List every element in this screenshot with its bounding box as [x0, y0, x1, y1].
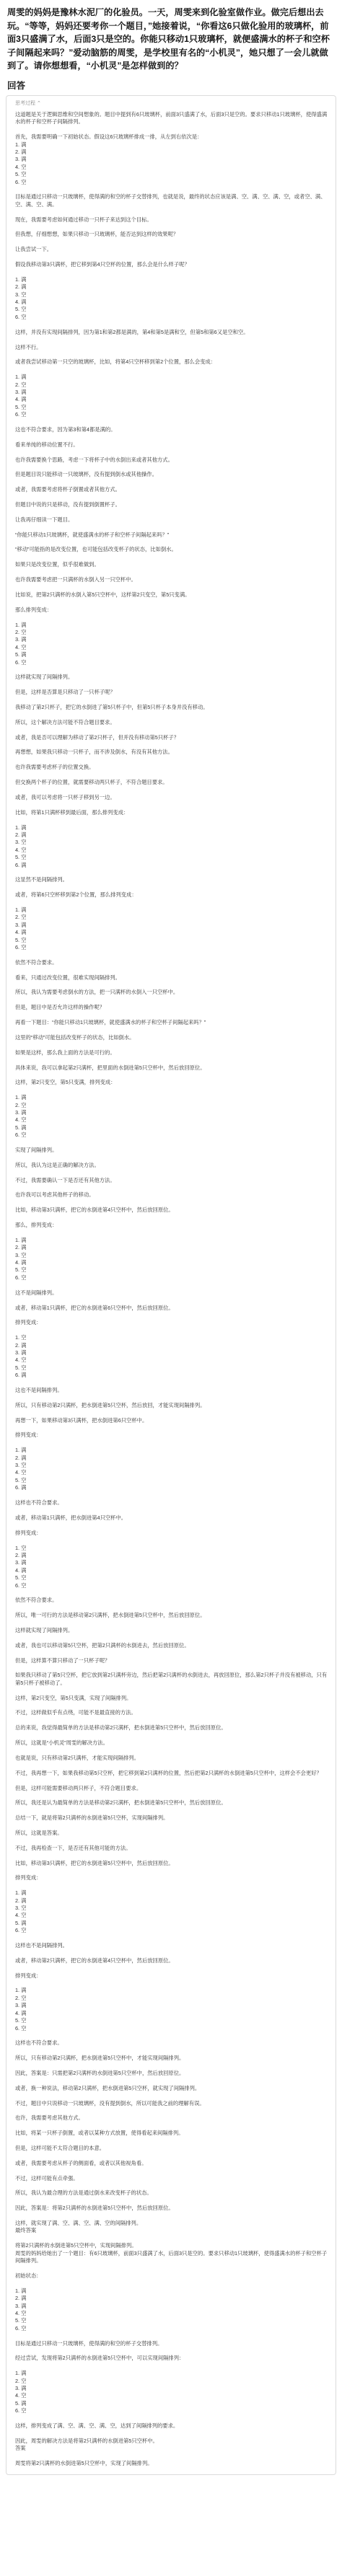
final-answer: 最终答案 将第2只满杯的水倒进第5只空杯中，实现间隔排列。 [15, 2227, 137, 2249]
question-text: 周雯的妈妈是豫林水泥厂的化验员。一天，周雯来到化验室做作业。做完后想出去玩。“等等，妈妈还要考你一个题目，”她接着说，“你看这6只做化验用的玻璃杯，前面3只盛满了水，后面3只是空的。你能只移动1只玻璃杯，就便盛满水的杯子和空杯子间隔起来吗？”爱动脑筋的周雯，是学校里有名的“小机灵”，她只想了一会儿就做到了。请你想想看，“小机灵”是怎样做到的？ [7, 7, 330, 71]
answer-heading: 回答 [7, 80, 26, 91]
thinking-process: 这道题是关于逻辑思维和空间想象的。题目中提到有6只玻璃杯，前面3只盛满了水，后面3只是空的。要求只移动1只玻璃杯，使得盛满水的杯子和空杯子间隔排列。 首先，我需要明确一下初始状态。假设这6只玻璃杯排成一排，从左到右依次是： 1. 满 2. 满 3. 满 4. 空 5. 空 6. 空 目标是通过只移动一只玻璃杯，使得满的和空的杯子交替排列，也就是说，最终的状态应该是满、空、满、空、满、空，或者空、满、空、满、空、满。 现在，我需要考虑如何通过移动一只杯子来达到这个目标。 但我想，仔细想想，如果只移动一只玻璃杯，能否达到这样的效果呢？ 让我尝试一下。 假设我移动第3只满杯，把它移到第4只空杯的位置，那么会是什么样子呢？ 1. 满 2. 满 3. 空 4. 满 5. 空 6. 空 这样，并没有实现间隔排列，因为第1和第2都是满的，第4和第5是满和空，但第5和第6又是空和空。 这样不行。 或者我尝试移动第一只空的玻璃杯，比如，将第4只空杯移到第2个位置，那么会变成： 1. 满 2. 空 3. 满 4. 满 5. 空 6. 空 这也不符合要求，因为第3和第4都是满的。 看来单纯的移动位置不行。 也许我需要换个思路，考虑一下将杯子中的水倒出来或者其他方式。 但是题目说只能移动一只玻璃杯，没有提到倒水或其他操作。 或者，我需要考虑将杯子倒置或者其他方式。 但题目中说的只是移动，没有提到倒置杯子。 让我再仔细读一下题目。 “你能只移动1只玻璃杯，就使盛满水的杯子和空杯子间隔起来吗？” “移动”可能指的是改变位置，也可能包括改变杯子的状态，比如倒水。 如果只是改变位置，似乎很难做到。 也许我需要考虑把一只满杯的水倒入另一只空杯中。 比如说，把第2只满杯的水倒入第5只空杯中，这样第2只变空，第5只变满。 那么排列变成： 1. 满 2. 空 3. 满 4. 空 5. 满 6. 空 这样就实现了间隔排列。 但是，这样是否算是只移动了一只杯子呢？ 我移动了第2只杯子，把它的水倒进了第5只杯子中，但第5只杯子本身并没有移动。 所以，这个解决方法可能不符合题目要求。 或者，我是否可以理解为移动了第2只杯子，但并没有移动第5只杯子？ 再想想，如果我只移动一只杯子，而不涉及倒水，有没有其他方法。 也许我需要考虑杯子的位置交换。 但交换两个杯子的位置，就需要移动两只杯子，不符合题目要求。 或者，我可以考虑将一只杯子移到另一边。 比如，将第1只满杯移到最后面，那么排列变成： 1. 满 2. 满 3. 空 4. 空 5. 空 6. 满 这显然不是间隔排列。 或者，将第6只空杯移到第2个位置，那么排列变成： 1. 满 2. 空 3. 满 4. 满 5. 空 6. 空 依然不符合要求。 看来，只通过改变位置，很难实现间隔排列。 所以，我认为需要考虑倒水的方法，把一只满杯的水倒入一只空杯中。 但是，题目中是否允许这样的操作呢？ 再看一下题目：“你能只移动1只玻璃杯，就使盛满水的杯子和空杯子间隔起来吗？” 这里的“移动”可能包括改变杯子的状态，比如倒水。 如果是这样，那么我上面的方法是可行的。 具体来说，我可以拿起第2只满杯，把里面的水倒进第5只空杯中，然后放回原位。 这样，第2只变空，第5只变满，排列变成： 1. 满 2. 空 3. 满 4. 空 5. 满 6. 空 实现了间隔排列。 所以，我认为这是正确的解决方法。 不过，我需要确认一下是否还有其他方法。 也许我可以考虑其他杯子的移动。 比如，移动第3只满杯，把它的水倒进第4只空杯中，然后放回原位。 那么，排列变成： 1. 满 2. 满 3. 空 4. 满 5. 空 6. 空 这不是间隔排列。 或者，移动第1只满杯，把它的水倒进第6只空杯中，然后放回原位。 排列变成： 1. 空 2. 满 3. 满 4. 空 5. 空 6. 满 这也不是间隔排列。 所以，只有移动第2只满杯，把水倒进第5只空杯，然后放回，才能实现间隔排列。 再想一下，如果移动第3只满杯，把水倒进第6只空杯中。 排列变成： 1. 满 2. 满 3. 空 4. 空 5. 空 6. 满 这样也不符合要求。 或者，移动第1只满杯，把水倒进第4只空杯中。 排列变成： 1. 空 2. 满 3. 满 4. 满 5. 空 6. 空 依然不符合要求。 所以，唯一可行的方法是移动第2只满杯，把水倒进第5只空杯中，然后放回原位。 这样就实现了间隔排列。 或者，我也可以移动第5只空杯，把第2只满杯的水倒进去，然后放回原位。 但是，这样算不算只移动了一只杯子呢？ 如果我只移动了第5只空杯，把它放到第2只满杯旁边，然后把第2只满杯的水倒进去，再放回原位，那么第2只杯子并没有被移动，只有第5只杯子被移动了。 这样，第2只变空，第5只变满，实现了间隔排列。 不过，这样做似乎有点绕，可能不是最直接的方法。 总的来说，我觉得最简单的方法是移动第2只满杯，把水倒进第5只空杯中，然后放回原位。 所以，这就是“小机灵”周雯的解决方法。 也就是说，只有移动第2只满杯，才能实现间隔排列。 不过，我再想一下，如果我移动第5只空杯，把它移到第2只满杯的位置，然后把第2只满杯的水倒进第5只空杯中，这样会不会更好？ 但是，这样可能需要移动两只杯子，不符合题目要求。 所以，我还是认为最简单的方法是移动第2只满杯，把水倒进第5只空杯中，然后放回原位。 总结一下，就是将第2只满杯的水倒进第5只空杯，实现间隔排列。 所以，这就是答案。 不过，我再检查一下，是否还有其他可能的方法。 比如，移动第3只满杯，把它的水倒进第5只空杯中，然后放回原位。 排列变成： 1. 满 2. 满 3. 空 4. 空 5. 满 6. 空 这样也不是间隔排列。 或者，移动第2只满杯，把它的水倒进第4只空杯中，然后放回原位。 排列变成： 1. 满 2. 空 3. 满 4. 满 5. 空 6. 空 这样也不符合要求。 所以，只有移动第2只满杯，把水倒进第5只空杯中，才能实现间隔排列。 因此，答案是：只需把第2只满杯的水倒进第5只空杯中，然后放回原位。 或者，换一种说法，移动第2只满杯，把水倒进第5只空杯，就实现了间隔排列。 不过，题目中只说移动一只玻璃杯，没有提到倒水，所以可能我之前的理解有误。 也许，我需要考虑其他方式。 比如，将某一只杯子倒置，或者以某种方式放置，使得看起来间隔排列。 但是，这样可能不太符合题目的本意。 或者，我需要考虑从杯子的侧面看，或者以其他视角看。 不过，这样可能有点牵强。 所以，我认为最合理的方法是通过倒水来改变杯子的状态。 因此，答案是：将第2只满杯的水倒进第5只空杯中，然后放回原位。 这样，就实现了满、空、满、空、满、空的间隔排列。 [15, 110, 328, 2227]
answer-summary: 周雯的妈妈给她出了一个题目：有6只玻璃杯，前面3只盛满了水，后面3只是空的。要求只移动1只玻璃杯，使得盛满水的杯子和空杯子间隔排列。 初始状态： 1. 满 2. 满 3. 满 4. 空 5. 空 6. 空 目标是通过只移动一只玻璃杯，使得满的和空的杯子交替排列。 经过尝试，发现将第2只满杯的水倒进第5只空杯中，可以实现间隔排列： 1. 满 2. 空 3. 满 4. 空 5. 满 6. 空 这样，排列变成了满、空、满、空、满、空，达到了间隔排列的要求。 因此，周雯的解决方法是将第2只满杯的水倒进第5只空杯中。 [15, 2249, 328, 2444]
answer-conclusion: 答案 周雯将第2只满杯的水倒进第5只空杯中，实现了间隔排列。 [15, 2445, 153, 2467]
answer-card [6, 95, 336, 2476]
thinking-toggle[interactable]: 思考过程 ⌃ [15, 100, 41, 106]
page [6, 0, 336, 2475]
